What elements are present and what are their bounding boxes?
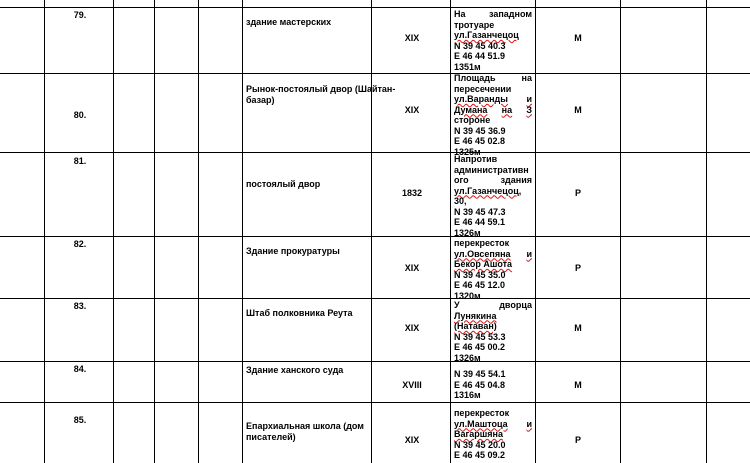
location-word: и [526,94,532,104]
location-description [454,73,532,157]
location-line [454,270,532,281]
location-word: западном [489,9,532,19]
location-line [454,429,532,440]
location-line [454,62,532,73]
object-date: XVIII [402,380,422,390]
location-word: ул.Газанчецоц, [454,185,522,196]
location-word: 1316м [454,390,481,400]
location-word: У [454,300,460,310]
row-number: 80. [73,110,87,120]
location-line [454,311,532,322]
location-word: E 46 45 02.8 [454,136,506,146]
table-grid-line [0,152,750,153]
location-line [454,380,532,391]
location-line [454,115,532,126]
location-line [454,196,532,207]
location-line [454,51,532,62]
row-number: 85. [73,415,87,425]
location-line [454,165,532,176]
table-grid-line [0,236,750,237]
object-name: Здание прокуратуры [246,246,340,256]
location-line [454,126,532,137]
table-grid-line [706,0,707,463]
table-grid-line [0,361,750,362]
location-line [454,369,532,380]
location-line [454,321,532,332]
table-grid-line [198,0,199,463]
location-word: и [526,248,532,259]
location-word: на [501,104,513,115]
table-grid-line [0,298,750,299]
table-grid-line [450,0,451,463]
location-word: (Натаван) [454,321,497,331]
location-description [454,369,532,401]
object-date: XIX [404,435,420,445]
location-word: ул.Маштоца [454,418,508,429]
location-line [454,105,532,116]
location-word: Бекор Ашота [454,259,513,269]
object-name: здание мастерских [246,17,332,27]
location-word: 1320м [454,290,481,301]
table-grid-line [371,0,372,463]
status-value: М [574,380,582,390]
location-description [454,300,532,363]
location-word: Напротив [454,154,498,164]
object-name: Епархиальная школа (дом писателей) [246,421,364,442]
location-line [454,300,532,311]
location-word: ул.Варанды [454,94,508,104]
location-word: пересечении [454,83,512,94]
location-line [454,30,532,41]
table-grid-line [154,0,155,463]
location-line [454,390,532,401]
location-word: ул.Овсепяна [454,248,511,259]
location-word: N 39 45 35.0 [454,269,506,280]
status-value: Р [574,435,581,445]
location-word: Вагаршяна [454,429,503,439]
location-line [454,249,532,260]
location-word: перекресток [454,238,510,248]
row-number: 81. [73,156,87,166]
table-grid-line [0,7,750,8]
table-grid-line [44,0,45,463]
location-word: N 39 45 40.3 [454,40,506,51]
location-line [454,408,532,419]
location-word: ул.Газанчецоц [454,30,519,40]
object-date: XIX [404,105,420,115]
location-word: З [526,104,532,115]
location-word: N 39 45 20.0 [454,439,506,450]
object-date: XIX [404,263,420,273]
table-grid-line [0,402,750,403]
location-word: 1325м [454,146,481,157]
location-word: E 46 44 51.9 [454,51,506,61]
location-description [454,154,532,238]
location-line [454,73,532,84]
object-name: Здание ханского суда [246,365,344,375]
row-number: 83. [73,301,87,311]
location-description [454,238,532,301]
location-line [454,440,532,451]
location-line [454,41,532,52]
object-date: 1832 [401,188,423,198]
object-date: XIX [404,323,420,333]
location-word: N 39 45 47.3 [454,206,506,217]
location-line [454,9,532,20]
location-word: N 39 45 53.3 [454,331,506,342]
table-grid-line [620,0,621,463]
location-word: Лунякина [454,310,497,321]
location-line [454,419,532,430]
location-line [454,84,532,95]
location-word: на [521,73,532,83]
location-word: E 46 45 12.0 [454,280,506,290]
location-word: E 46 45 00.2 [454,342,506,352]
location-line [454,20,532,31]
status-value: М [574,33,582,43]
location-line [454,332,532,343]
location-word: E 46 45 04.8 [454,379,506,390]
location-description [454,408,532,461]
location-word: дворца [499,300,532,310]
location-word: E 46 44 59.1 [454,217,506,227]
location-word: 1326м [454,352,481,363]
location-line [454,238,532,249]
location-line [454,136,532,147]
location-line [454,342,532,353]
location-word: 30, [454,196,467,206]
location-word: ого [454,175,469,185]
table-grid-line [535,0,536,463]
location-word: и [526,418,532,429]
status-value: Р [574,188,581,198]
location-line [454,450,532,461]
location-line [454,207,532,218]
location-line [454,259,532,270]
object-date: XIX [404,33,420,43]
location-word: здания [500,175,532,185]
location-description [454,9,532,72]
row-number: 82. [73,239,87,249]
location-word: Площадь [454,73,496,83]
status-value: М [574,323,582,333]
location-word: административн [454,164,529,175]
object-name: Рынок-постоялый двор (Шайтан-базар) [246,84,396,105]
location-word: 1351м [454,61,481,72]
location-word: Думана [454,104,488,115]
location-line [454,154,532,165]
location-word: 1326м [454,227,481,238]
location-word: тротуаре [454,19,495,30]
location-line [454,228,532,239]
location-word: стороне [454,115,491,125]
row-number: 84. [73,364,87,374]
table-grid-line [242,0,243,463]
location-line [454,186,532,197]
location-word: перекресток [454,408,510,418]
object-name: постоялый двор [246,179,321,189]
row-number: 79. [73,10,87,20]
location-word: На [454,9,466,19]
location-line [454,217,532,228]
object-name: Штаб полковника Реута [246,308,353,318]
location-line [454,175,532,186]
location-line [454,280,532,291]
location-word: N 39 45 36.9 [454,125,506,136]
location-line [454,353,532,364]
status-value: Р [574,263,581,273]
location-line [454,94,532,105]
table-grid-line [0,73,750,74]
status-value: М [574,105,582,115]
location-word: E 46 45 09.2 [454,450,506,460]
table-grid-line [113,0,114,463]
location-word: N 39 45 54.1 [454,369,506,379]
